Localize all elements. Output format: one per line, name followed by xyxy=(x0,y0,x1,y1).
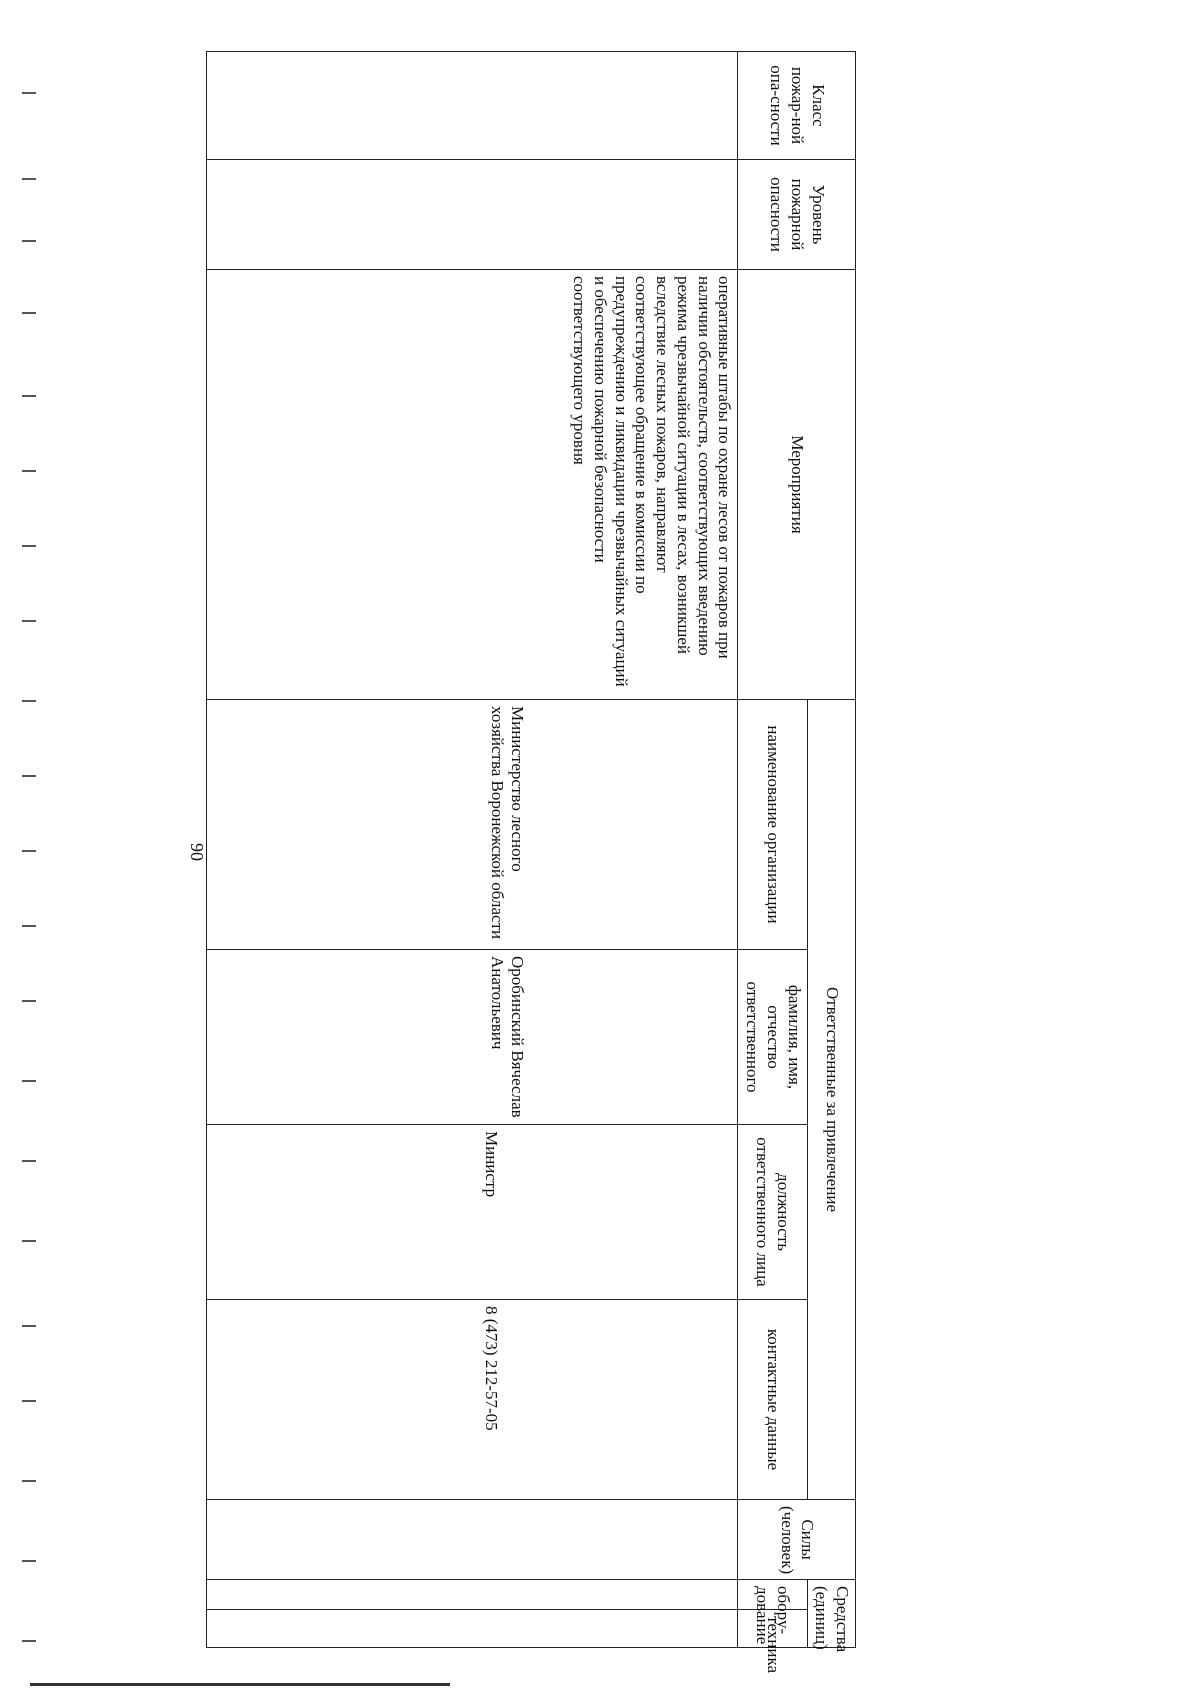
measures-table-rotated xyxy=(206,51,856,1674)
header-org-name: наименование организации xyxy=(738,700,807,950)
header-equipment: обору-дование xyxy=(738,1580,807,1610)
margin-tick xyxy=(22,92,36,94)
margin-tick xyxy=(22,850,36,852)
cell-contacts: 8 (473) 212-57-05 xyxy=(207,1300,738,1500)
measures-table xyxy=(206,51,856,1674)
cell-class xyxy=(207,52,738,160)
cell-technics xyxy=(207,1610,738,1648)
header-means: Средства (единиц) xyxy=(807,1580,855,1648)
margin-tick xyxy=(22,1640,36,1642)
cell-equipment xyxy=(207,1580,738,1610)
header-level: Уровень пожарной опасности xyxy=(738,160,856,270)
margin-tick xyxy=(22,1000,36,1002)
header-measures: Мероприятия xyxy=(738,270,856,700)
margin-tick xyxy=(22,395,36,397)
header-position: должность ответственного лица xyxy=(738,1125,807,1300)
margin-tick xyxy=(22,312,36,314)
header-contacts: контактные данные xyxy=(738,1300,807,1500)
margin-tick xyxy=(22,240,36,242)
cell-fio: Оробинский Вячеслав Анатольевич xyxy=(207,950,738,1125)
margin-tick xyxy=(22,1480,36,1482)
header-responsible: Ответственные за привлечение xyxy=(807,700,855,1500)
margin-tick xyxy=(22,545,36,547)
margin-tick xyxy=(22,620,36,622)
header-forces: Силы (человек) xyxy=(738,1500,856,1580)
margin-tick xyxy=(22,470,36,472)
margin-tick xyxy=(22,1325,36,1327)
cell-position: Министр xyxy=(207,1125,738,1300)
page-number: 90 xyxy=(187,843,207,861)
margin-tick xyxy=(22,1080,36,1082)
cell-forces xyxy=(207,1500,738,1580)
header-fio: фамилия, имя, отчество ответственного xyxy=(738,950,807,1125)
margin-tick xyxy=(22,1400,36,1402)
margin-tick xyxy=(22,700,36,702)
header-class: Класс пожар-ной опа-сности xyxy=(738,52,856,160)
scan-edge-line xyxy=(30,1683,450,1686)
margin-tick xyxy=(22,775,36,777)
margin-tick xyxy=(22,925,36,927)
cell-org-name: Министерство лесного хозяйства Воронежской области xyxy=(207,700,738,950)
margin-tick xyxy=(22,1560,36,1562)
cell-level xyxy=(207,160,738,270)
cell-measures: оперативные штабы по охране лесов от пожаров при наличии обстоятельств, соответствующих введению режима чрезвычайной ситуации в лесах, возникшей вследствие лесных пожаров, направляют соответствующее обращение в комиссии по предупреждению и ликвидации чрезвычайных ситуаций и обеспечению пожарной безопасности соответствующего уровня xyxy=(207,270,738,700)
header-technics: техника xyxy=(738,1610,807,1648)
margin-tick xyxy=(22,1160,36,1162)
margin-tick xyxy=(22,1240,36,1242)
margin-tick xyxy=(22,178,36,180)
table-row xyxy=(207,52,738,1648)
